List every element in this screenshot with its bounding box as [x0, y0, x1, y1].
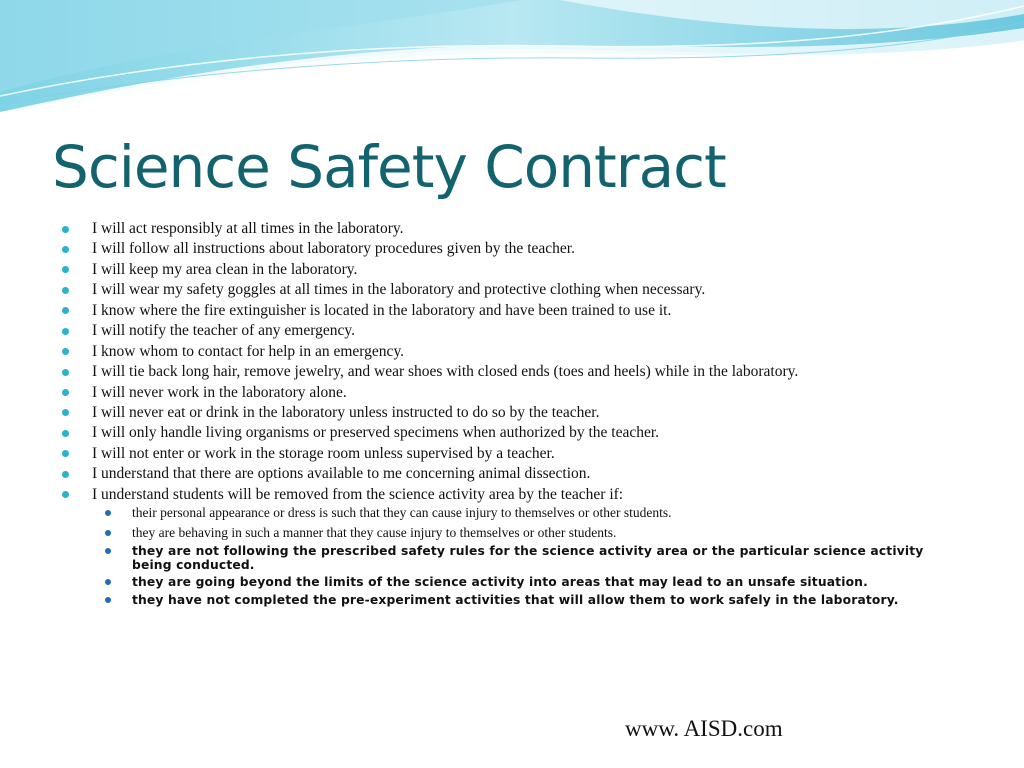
sub-list-item: they are behaving in such a manner that they cause injury to themselves or other students. [132, 525, 950, 541]
list-item: I will tie back long hair, remove jewelry, and wear shoes with closed ends (toes and heels) while in the laboratory. [60, 362, 990, 382]
bullet-icon [62, 348, 69, 355]
list-item: I will wear my safety goggles at all times in the laboratory and protective clothing when necessary. [60, 280, 990, 300]
header-wave-decoration [0, 0, 1024, 130]
sub-bullet-icon [105, 597, 111, 603]
footer-website: www. AISD.com [625, 716, 783, 741]
contract-list [60, 219, 990, 610]
bullet-icon [62, 246, 69, 253]
list-item: I will follow all instructions about laboratory procedures given by the teacher. [60, 239, 990, 259]
page-title: Science Safety Contract [52, 133, 726, 201]
list-item: I will never eat or drink in the laboratory unless instructed to do so by the teacher. [60, 403, 990, 423]
bullet-icon [62, 409, 69, 416]
bullet-icon [62, 450, 69, 457]
list-item: I will act responsibly at all times in the laboratory. [60, 219, 990, 239]
bullet-icon [62, 389, 69, 396]
bullet-icon [62, 287, 69, 294]
list-item: I know whom to contact for help in an emergency. [60, 342, 990, 362]
sub-list-item: they are not following the prescribed safety rules for the science activity area or the particular science activity being conducted. [132, 544, 950, 572]
sub-list-item: they are going beyond the limits of the science activity into areas that may lead to an unsafe situation. [132, 575, 950, 589]
list-item: I will only handle living organisms or preserved specimens when authorized by the teacher. [60, 423, 990, 443]
removal-conditions-list [92, 505, 990, 607]
list-item: I understand students will be removed from the science activity area by the teacher if: their personal appearance or dress is such that they can cause injury to themselves or other students. they are behaving in such a manner that they cause injury to themselves or other students. they are not following the prescribed safety rules for the science activity area or the particular science activity being conducted. they are going beyond the limits of the science activity into areas that may lead to an unsafe situation. they have not completed the pre-experiment activities that will allow them to work safely in the laboratory. [60, 485, 990, 607]
sub-bullet-icon [105, 548, 111, 554]
sub-bullet-icon [105, 579, 111, 585]
bullet-icon [62, 491, 69, 498]
list-item: I will never work in the laboratory alone. [60, 383, 990, 403]
bullet-icon [62, 226, 69, 233]
sub-list-item: their personal appearance or dress is such that they can cause injury to themselves or other students. [132, 505, 950, 521]
sub-list-item: they have not completed the pre-experiment activities that will allow them to work safely in the laboratory. [132, 593, 950, 607]
bullet-icon [62, 328, 69, 335]
list-item: I will keep my area clean in the laboratory. [60, 260, 990, 280]
list-item: I will not enter or work in the storage room unless supervised by a teacher. [60, 444, 990, 464]
bullet-icon [62, 266, 69, 273]
bullet-icon [62, 369, 69, 376]
list-item: I know where the fire extinguisher is located in the laboratory and have been trained to use it. [60, 301, 990, 321]
bullet-icon [62, 430, 69, 437]
sub-bullet-icon [105, 530, 111, 536]
bullet-icon [62, 471, 69, 478]
list-item: I will notify the teacher of any emergency. [60, 321, 990, 341]
bullet-icon [62, 307, 69, 314]
list-item: I understand that there are options available to me concerning animal dissection. [60, 464, 990, 484]
sub-bullet-icon [105, 510, 111, 516]
